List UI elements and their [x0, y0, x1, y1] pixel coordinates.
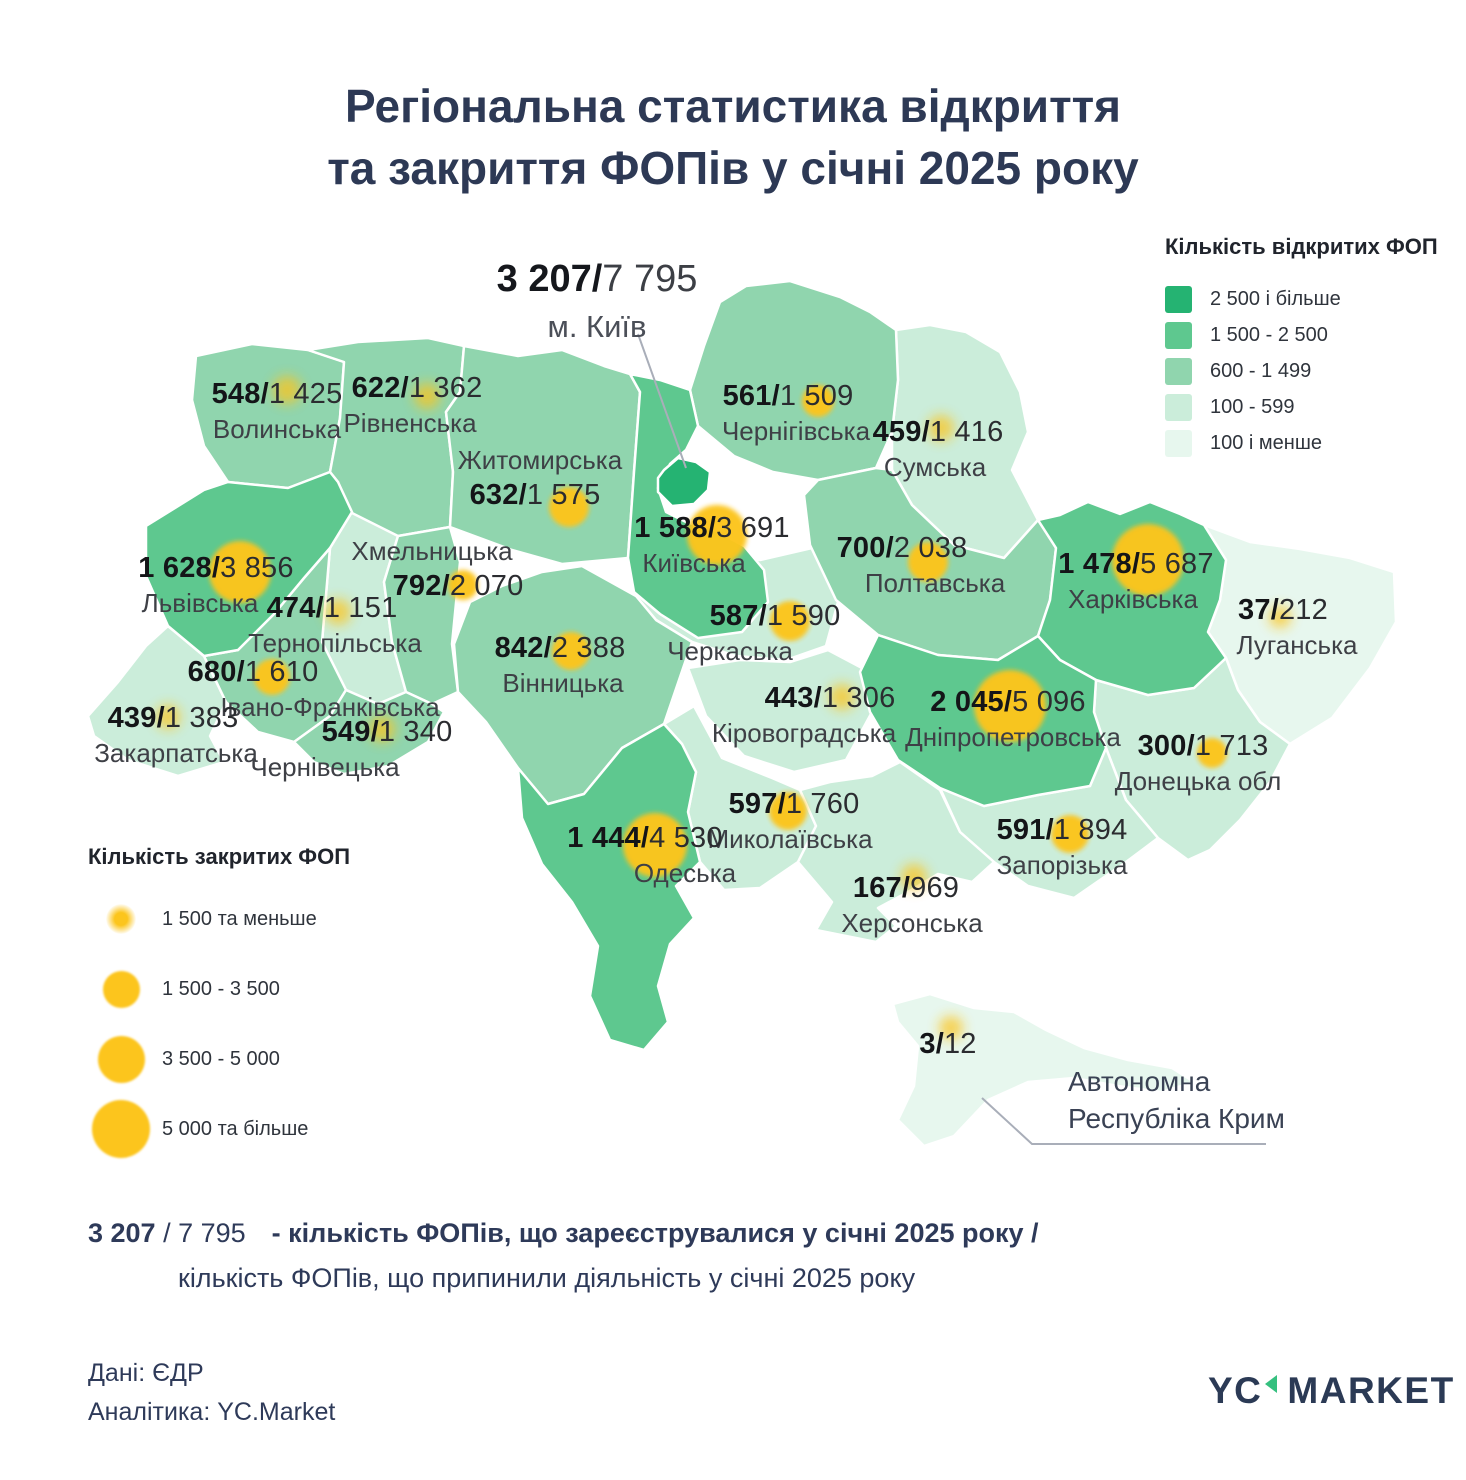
region-name: Львівська	[141, 588, 259, 618]
region-closed-value: 1 362	[408, 372, 483, 404]
region-opened-value: 439/	[107, 702, 165, 734]
region-closed-value: 2 070	[449, 570, 524, 602]
source-data: Дані: ЄДР	[88, 1359, 204, 1387]
legend-closed-label: 1 500 - 3 500	[162, 977, 280, 1000]
closed-circle-poltava	[908, 542, 948, 582]
closed-circle-kyiv_obl	[687, 505, 747, 565]
region-opened-value: 1 588/	[634, 512, 717, 544]
region-closed-value: 3 691	[716, 512, 790, 544]
closed-circle-chernihiv	[802, 385, 834, 417]
region-closed-value: 1 425	[268, 378, 343, 410]
region-closed-value: 1 590	[766, 600, 841, 632]
region-opened-value: 37/	[1238, 594, 1279, 626]
logo-yc: YC	[1208, 1370, 1263, 1411]
region-opened-value: 597/	[728, 788, 786, 820]
legend-opened-row	[1165, 430, 1438, 457]
legend-closed-label: 5 000 та більше	[162, 1117, 309, 1140]
region-name: Волинська	[212, 414, 342, 444]
region-opened-value: 632/	[469, 479, 527, 511]
region-closed-value: 1 575	[526, 479, 601, 511]
region-closed-value: 2 038	[893, 532, 968, 564]
legend-dot-box	[88, 1030, 154, 1088]
legend-opened-label: 600 - 1 499	[1210, 360, 1312, 382]
closed-circle-small	[106, 904, 136, 934]
closed-circle-kherson	[901, 864, 927, 890]
closed-circle-khmelnytskyi	[448, 570, 478, 600]
closed-circle-zaporizhzhia	[1051, 815, 1089, 853]
page-title-line2: та закриття ФОПів у січні 2025 року	[327, 141, 1139, 194]
crimea-name-line2: Республіка Крим	[1068, 1102, 1285, 1134]
closed-circle-dnipro	[974, 670, 1046, 742]
region-opened-value: 591/	[996, 814, 1054, 846]
legend-dot-box	[88, 890, 154, 948]
region-closed-value: 5 096	[1012, 686, 1086, 718]
closed-circle-kharkiv	[1112, 524, 1184, 596]
region-closed-value: 969	[910, 872, 960, 904]
legend-closed-label: 3 500 - 5 000	[162, 1047, 280, 1070]
legend-opened-row	[1165, 322, 1438, 349]
legend-closed-row	[88, 960, 350, 1018]
region-closed-value: 3 856	[220, 552, 294, 584]
region-closed-value: 1 894	[1053, 814, 1128, 846]
closed-circle-donetsk	[1197, 738, 1227, 768]
region-opened-value: 622/	[351, 372, 409, 404]
region-name: Івано-Франківська	[220, 692, 440, 722]
legend-opened-row	[1165, 394, 1438, 421]
closed-circle-volyn	[273, 376, 301, 404]
kyiv-callout	[497, 258, 698, 345]
region-closed-value: 212	[1278, 594, 1328, 626]
region-opened-value: 548/	[211, 378, 269, 410]
legend-opened-row	[1165, 358, 1438, 385]
region-opened-value: 700/	[836, 532, 894, 564]
legend-opened-label: 100 і менше	[1210, 432, 1323, 454]
region-name: Вінницька	[502, 668, 624, 698]
closed-circle-luhansk	[1269, 606, 1291, 628]
legend-closed-title: Кількість закритих ФОП	[88, 844, 351, 869]
region-opened-value: 1 628/	[138, 552, 221, 584]
region-opened-value: 300/	[1137, 730, 1195, 762]
region-opened-value: 167/	[852, 872, 911, 904]
region-opened-value: 2 045/	[930, 686, 1013, 718]
region-name: Кіровоградська	[711, 718, 897, 748]
region-name: Донецька обл	[1114, 766, 1282, 796]
region-closed-value: 1 340	[378, 716, 453, 748]
legend-opened-label: 1 500 - 2 500	[1210, 324, 1328, 346]
region-name: Полтавська	[864, 568, 1006, 598]
closed-circle-kirovohrad	[829, 684, 855, 710]
region-opened-value: 792/	[392, 570, 450, 602]
region-opened-value: 587/	[709, 600, 767, 632]
page-title-line1: Регіональна статистика відкриття	[344, 80, 1121, 132]
kyiv-name: м. Київ	[547, 309, 647, 344]
legend-closed-row	[88, 890, 350, 948]
closed-circle-ternopil	[325, 599, 351, 625]
closed-circle-lviv	[209, 541, 271, 603]
region-name: Харківська	[1068, 584, 1198, 614]
kyiv-opened-value: 3 207/	[496, 258, 603, 300]
region-name: Миколаївська	[707, 824, 873, 854]
region-closed-value: 1 760	[785, 788, 860, 820]
footnote	[88, 1218, 1039, 1294]
closed-circle-chernivtsi	[369, 716, 395, 742]
closed-circle-mykolaiv	[769, 792, 807, 830]
region-closed-value: 4 530	[649, 822, 723, 854]
region-opened-value: 3/	[919, 1028, 944, 1060]
region-name: Черкаська	[667, 636, 793, 666]
region-opened-value: 549/	[321, 716, 379, 748]
region-name: Рівненська	[343, 408, 477, 438]
logo-triangle-icon	[1265, 1375, 1277, 1393]
region-closed-value: 2 388	[551, 632, 626, 664]
region-shape-zhytomyr	[446, 346, 640, 564]
legend-swatch-medium	[1165, 358, 1192, 385]
footnote-closed-total: / 7 795	[155, 1218, 246, 1248]
crimea-callout	[1068, 1064, 1285, 1138]
closed-circle-large	[98, 1036, 145, 1083]
region-closed-value: 1 610	[244, 656, 319, 688]
region-name: Запорізька	[996, 850, 1128, 880]
region-name: Чернігівська	[721, 416, 871, 446]
legend-closed-label: 1 500 та меньше	[162, 907, 317, 930]
region-closed-value: 1 509	[779, 380, 854, 412]
closed-circle-ivano_frankivsk	[254, 659, 290, 695]
closed-circle-zhytomyr	[549, 487, 589, 527]
footnote-line1	[88, 1218, 1039, 1249]
legend-dot-box	[88, 1100, 154, 1158]
region-opened-value: 474/	[266, 592, 324, 624]
region-opened-value: 1 444/	[567, 822, 650, 854]
region-name: Тернопільська	[248, 628, 422, 658]
source-analytics: Аналітика: YC.Market	[88, 1398, 336, 1426]
region-closed-value: 1 306	[821, 682, 896, 714]
legend-opened-title: Кількість відкритих ФОП	[1165, 234, 1438, 259]
legend-opened-label: 100 - 599	[1210, 396, 1295, 418]
legend-opened	[1165, 234, 1438, 466]
footnote-desc-bold: - кількість ФОПів, що зареєструвалися у січні 2025 року /	[271, 1218, 1039, 1248]
region-shape-volyn	[192, 344, 344, 488]
region-opened-value: 459/	[872, 416, 930, 448]
legend-closed-row	[88, 1100, 350, 1158]
region-opened-value: 443/	[764, 682, 822, 714]
region-name: Сумська	[883, 452, 987, 482]
closed-circle-zakarpattia	[156, 705, 180, 729]
crimea-name-line1: Автономна	[1068, 1066, 1211, 1097]
region-name: Херсонська	[841, 908, 983, 938]
closed-circle-odesa	[623, 813, 687, 877]
region-closed-value: 5 687	[1140, 548, 1214, 580]
region-closed-value: 1 151	[323, 592, 398, 624]
footnote-line2: кількість ФОПів, що припинили діяльність у січні 2025 року	[178, 1263, 916, 1293]
region-name: Чернівецька	[250, 752, 400, 782]
legend-swatch-light	[1165, 394, 1192, 421]
kyiv-closed-value: 7 795	[602, 258, 698, 300]
closed-circle-crimea	[939, 1016, 963, 1040]
region-closed-value: 1 713	[1194, 730, 1269, 762]
legend-swatch-lightest	[1165, 430, 1192, 457]
legend-closed-row	[88, 1030, 350, 1088]
yc-market-logo	[1208, 1370, 1455, 1412]
legend-opened-label: 2 500 і більше	[1210, 288, 1341, 310]
region-closed-value: 1 416	[929, 416, 1004, 448]
logo-market: MARKET	[1287, 1370, 1455, 1411]
closed-circle-xlarge	[92, 1100, 150, 1158]
region-closed-value: 1 383	[164, 702, 239, 734]
legend-opened-row	[1165, 286, 1438, 313]
footnote-opened-total: 3 207	[88, 1218, 156, 1248]
source-block	[88, 1354, 335, 1432]
legend-dot-box	[88, 960, 154, 1018]
legend-swatch-darkest	[1165, 286, 1192, 313]
region-name: Одеська	[633, 858, 737, 888]
region-opened-value: 680/	[187, 656, 245, 688]
closed-circle-cherkasy	[770, 601, 810, 641]
kyiv-values	[497, 258, 698, 301]
region-name: Хмельницька	[351, 536, 513, 566]
closed-circle-vinnytsia	[552, 632, 590, 670]
region-name: Луганська	[1236, 630, 1358, 660]
legend-closed	[88, 844, 350, 1170]
region-closed-value: 12	[943, 1028, 977, 1060]
region-opened-value: 1 478/	[1058, 548, 1141, 580]
region-shape-chernihiv	[690, 281, 898, 480]
region-name: Київська	[642, 548, 746, 578]
region-name: Житомирська	[457, 445, 623, 475]
legend-swatch-dark	[1165, 322, 1192, 349]
region-name: Закарпатська	[94, 738, 258, 768]
region-opened-value: 561/	[722, 380, 780, 412]
closed-circle-rivne	[414, 383, 440, 409]
region-opened-value: 842/	[494, 632, 552, 664]
region-name: Дніпропетровська	[905, 722, 1121, 752]
closed-circle-medium	[103, 971, 140, 1008]
closed-circle-sumy	[928, 415, 954, 441]
